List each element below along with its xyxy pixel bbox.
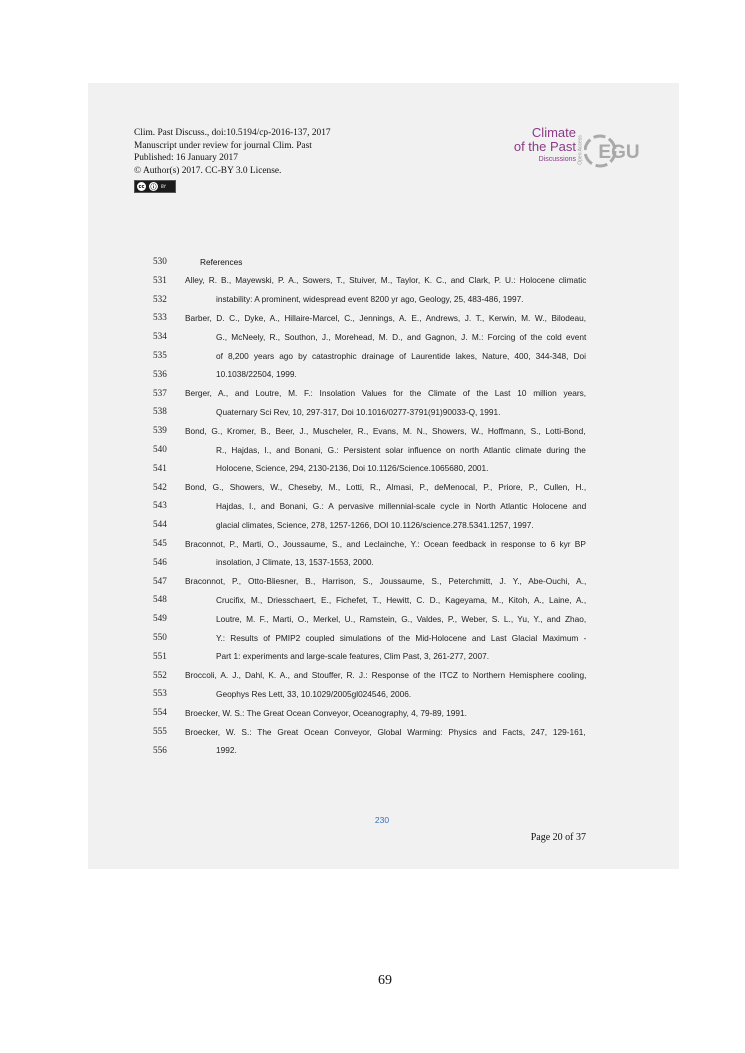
inner-page-number: 230 — [374, 815, 390, 825]
reference-text: Braconnot, P., Otto-Bliesner, B., Harrison, S., Joussaume, S., Peterchmitt, J. Y., Abe-Ouchi, A., — [185, 576, 587, 587]
line-number: 541 — [153, 462, 167, 473]
reference-text: Broecker, W. S.: The Great Ocean Conveyor, Global Warming: Physics and Facts, 247, 129-161, — [185, 726, 586, 737]
open-access-label — [576, 128, 584, 172]
line-number: 549 — [153, 613, 167, 624]
line-number: 538 — [153, 406, 167, 417]
attribution-icon: ⓘ — [150, 184, 157, 191]
line-number: 531 — [153, 274, 167, 285]
line-number: 556 — [153, 744, 167, 755]
reference-text: Geophys Res Lett, 33, 10.1029/2005gl024546, 2006. — [216, 688, 412, 699]
journal-name-line1: Climate — [531, 125, 576, 140]
reference-text: glacial climates, Science, 278, 1257-1266, DOI 10.1126/science.278.5341.1257, 1997. — [216, 519, 534, 530]
published-date: Published: 16 January 2017 — [134, 153, 238, 164]
line-number: 545 — [153, 538, 167, 548]
egu-wordmark: EGU — [598, 142, 640, 163]
reference-text: Crucifix, M., Driesschaert, E., Fichefet, T., Hewitt, C. D., Kageyama, M., Kitoh, A., Laine, A., — [216, 594, 587, 605]
line-number: 535 — [153, 350, 167, 360]
reference-text: Bond, G., Kromer, B., Beer, J., Muscheler, R., Evans, M. N., Showers, W., Hoffmann, S., Lotti-Bond, — [185, 425, 586, 436]
license-text: © Author(s) 2017. CC-BY 3.0 License. — [134, 165, 282, 176]
line-number: 540 — [153, 444, 167, 454]
line-number: 554 — [153, 707, 167, 718]
reference-text: Loutre, M. F., Marti, O., Merkel, U., Ramstein, G., Valdes, P., Weber, S. L., Yu, Y., and Zhao, — [216, 613, 587, 624]
reference-text: Quaternary Sci Rev, 10, 297-317, Doi 10.1016/0277-3791(91)90033-Q, 1991. — [216, 406, 501, 417]
line-number: 551 — [153, 650, 167, 661]
journal-name-line2: of the Past — [513, 139, 576, 154]
reference-text: 1992. — [216, 745, 237, 756]
line-number: 547 — [153, 575, 167, 586]
line-number: 536 — [153, 368, 167, 379]
page-of-total: Page 20 of 37 — [530, 832, 586, 843]
line-number: 550 — [153, 632, 167, 642]
reference-text: Braconnot, P., Marti, O., Joussaume, S., and Leclainche, Y.: Ocean feedback in response to 6 kyr BP — [185, 538, 586, 549]
journal-logo — [500, 126, 576, 165]
cc-by-license-badge — [134, 180, 176, 193]
by-label: BY — [161, 184, 166, 189]
reference-text: Part 1: experiments and large-scale features, Clim Past, 3, 261-277, 2007. — [216, 651, 490, 662]
citation-header — [134, 127, 331, 177]
reference-text: 10.1038/22504, 1999. — [216, 369, 297, 380]
line-number: 542 — [153, 481, 167, 492]
journal-subtitle: Discussions — [538, 156, 576, 163]
line-number: 543 — [153, 500, 167, 511]
reference-text: Berger, A., and Loutre, M. F.: Insolation Values for the Climate of the Last 10 million years, — [185, 388, 587, 399]
line-number: 537 — [153, 387, 167, 398]
section-heading: References — [200, 256, 243, 267]
reference-text: Hajdas, I., and Bonani, G.: A pervasive millennial-scale cycle in North Atlantic Holocene and — [216, 500, 587, 511]
line-number: 555 — [153, 726, 167, 736]
line-number: 553 — [153, 688, 167, 699]
open-access-text: Open Access — [577, 135, 584, 165]
reference-text: instability: A prominent, widespread event 8200 yr ago, Geology, 25, 483-486, 1997. — [216, 294, 524, 305]
cc-icon: cc — [138, 183, 145, 190]
line-number: 539 — [153, 425, 167, 436]
line-number: 548 — [153, 594, 167, 605]
reference-text: Bond, G., Showers, W., Cheseby, M., Lotti, R., Almasi, P., deMenocal, P., Priore, P., Cullen, H., — [185, 482, 587, 493]
line-number: 530 — [153, 256, 167, 266]
reference-text: insolation, J Climate, 13, 1537-1553, 2000. — [216, 557, 374, 568]
line-number: 532 — [153, 293, 167, 304]
line-number: 533 — [153, 312, 167, 323]
reference-text: Broecker, W. S.: The Great Ocean Conveyor, Oceanography, 4, 79-89, 1991. — [185, 707, 467, 718]
reference-text: Holocene, Science, 294, 2130-2136, Doi 10.1126/Science.1065680, 2001. — [216, 463, 489, 474]
manuscript-status: Manuscript under review for journal Clim. Past — [134, 140, 312, 151]
document-folio: 69 — [378, 973, 392, 988]
reference-text: R., Hajdas, I., and Bonani, G.: Persistent solar influence on north Atlantic climate during the — [216, 444, 586, 455]
egu-logo — [584, 131, 640, 171]
reference-text: Alley, R. B., Mayewski, P. A., Sowers, T., Stuiver, M., Taylor, K. C., and Clark, P. U.: Holocene climatic — [185, 275, 587, 286]
line-number: 544 — [153, 519, 167, 530]
reference-text: G., McNeely, R., Southon, J., Morehead, M. D., and Gagnon, J. M.: Forcing of the cold event — [216, 331, 587, 342]
line-number: 534 — [153, 331, 167, 342]
reference-text: Y.: Results of PMIP2 coupled simulations of the Mid-Holocene and Last Glacial Maximum - — [216, 632, 587, 643]
line-number: 546 — [153, 556, 167, 567]
manuscript-page — [88, 83, 679, 869]
line-number: 552 — [153, 669, 167, 680]
reference-text: Barber, D. C., Dyke, A., Hillaire-Marcel, C., Jennings, A. E., Andrews, J. T., Kerwin, M. W., Bilodeau, — [185, 312, 587, 323]
citation-line: Clim. Past Discuss., doi:10.5194/cp-2016-137, 2017 — [134, 128, 331, 138]
reference-text: Broccoli, A. J., Dahl, K. A., and Stouffer, R. J.: Response of the ITCZ to Northern Hemisphere cooling, — [185, 670, 587, 681]
reference-text: of 8,200 years ago by catastrophic drainage of Laurentide lakes, Nature, 400, 344-348, Doi — [216, 350, 586, 361]
